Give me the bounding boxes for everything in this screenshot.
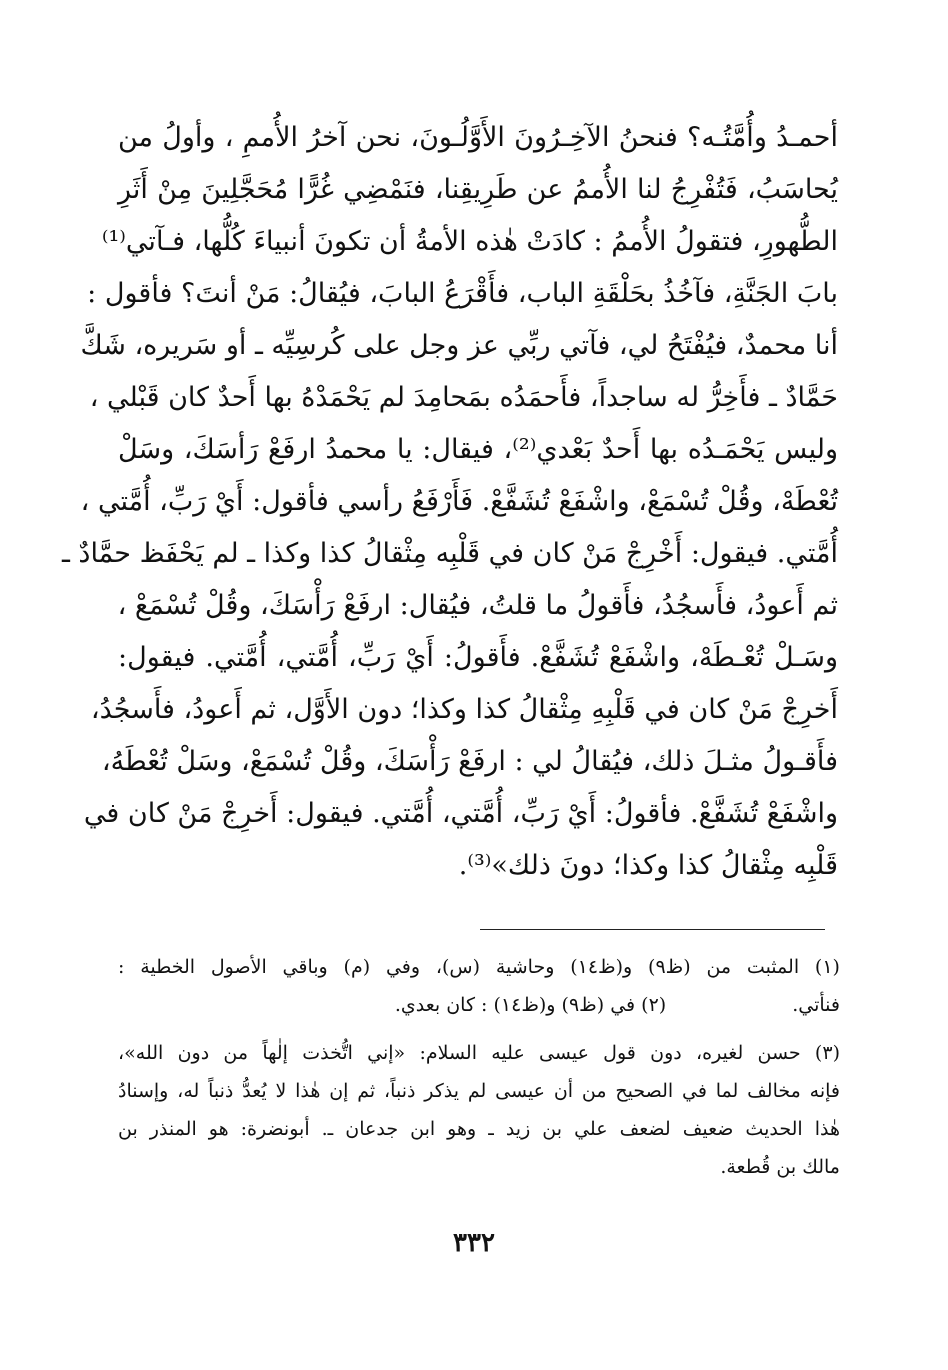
text-line: قَلْبِه مِثْقالُ كذا وكذا؛ دونَ ذلك»⁽³⁾. — [458, 850, 838, 881]
text-line: أَخرِجْ مَنْ كان في قَلْبِهِ مِثْقالُ كذا وكذا؛ دون الأَوَّل، ثم أَعودُ، فأَسجُدُ، — [90, 694, 838, 725]
text-line: حَمَّادٌ ـ فأَخِرُّ له ساجداً، فأَحمَدُه بمَحامِدَ لم يَحْمَدْهُ بها أَحدٌ كان قَبْلي ، — [89, 382, 838, 413]
footnote-separator — [480, 929, 825, 930]
text-line: ثم أَعودُ، فأَسجُدُ، فأَقولُ ما قلتُ، فيُقال: ارفَعْ رَأْسَكَ، وقُلْ تُسْمَعْ ، — [117, 590, 838, 621]
text-line: أنا محمدٌ، فيُفْتَحُ لي، فآتي ربِّي عز وجل على كُرسِيِّه ـ أو سَريره، شَكَّ — [80, 330, 838, 361]
text-line: تُعْطَهْ، وقُلْ تُسْمَعْ، واشْفَعْ تُشَفَّعْ. فَأَرْفَعُ رأسي فأقول: أَيْ رَبِّ، أُمَّتي ، — [80, 486, 838, 517]
footnote-3-line: مالك بن قُطعة. — [720, 1156, 840, 1178]
text-line: أُمَّتي. فيقول: أَخْرِجْ مَنْ كان في قَلْبِه مِثْقالُ كذا وكذا ـ لم يَحْفَظ حمَّادٌ ـ — [61, 538, 838, 569]
footnote-2: (٢) في (ظ٩) و(ظ١٤) : كان بعدي. — [394, 994, 667, 1016]
footnote-3: (٣) حسن لغيره، دون قول عيسى عليه السلام: «إني اتُّخذت إلٰهاً من دون الله»، — [118, 1042, 840, 1064]
footnote-3-line: هٰذا الحديث ضعيف لضعف علي بن زيد ـ وهو ابن جدعان ـ. أبونضرة: هو المنذر بن — [118, 1118, 840, 1140]
footnotes-block — [118, 948, 840, 1186]
text-line: واشْفَعْ تُشَفَّعْ. فأقولُ: أَيْ رَبِّ، أُمَّتي، أُمَّتي. فيقول: أَخرِجْ مَنْ كان في — [83, 798, 838, 829]
text-line: أحمـدُ وأُمَّتُـه؟ فنحنُ الآخِـرُونَ الأَوَّلُـونَ، نحن آخرُ الأُممِ ، وأولُ من — [118, 122, 838, 153]
footnote-1-continuation: فنأتي. — [792, 994, 840, 1016]
text-line: بابَ الجَنَّةِ، فآخُذُ بحَلْقَةِ الباب، فأَقْرَعُ البابَ، فيُقالُ: مَنْ أنتَ؟ فأقول : — [87, 278, 838, 309]
footnote-1: (١) المثبت من (ظ٩) و(ظ١٤) وحاشية (س)، وفي (م) وباقي الأصول الخطية : — [118, 956, 840, 978]
footnote-row — [118, 986, 840, 1024]
text-line: الطُّهورِ، فتقولُ الأُممُ : كادَتْ هٰذه الأمةُ أن تكونَ أنبياءَ كُلُّها، فـآتي⁽¹⁾ — [101, 226, 838, 257]
text-line: يُحاسَبُ، فَتُفْرِجُ لنا الأُممُ عن طَرِيقِنا، فنَمْضِي غُرًّا مُحَجَّلِينَ مِنْ أَثَرِ — [118, 174, 838, 205]
footnote-gap — [118, 1024, 840, 1034]
text-line: وليس يَحْمَـدُه بها أَحدٌ بَعْدي⁽²⁾، فيقال: يا محمدُ ارفَعْ رَأسَكَ، وسَلْ — [118, 434, 838, 465]
page-number: ٣٣٢ — [453, 1228, 495, 1258]
text-line: وسَـلْ تُعْـطَهْ، واشْفَعْ تُشَفَّعْ. فأَقولُ: أَيْ رَبِّ، أُمَّتي، أُمَّتي. فيقول: — [118, 642, 838, 673]
text-line: فأَقـولُ مثـلَ ذلك، فيُقالُ لي : ارفَعْ رَأْسَكَ، وقُلْ تُسْمَعْ، وسَلْ تُعْطَهُ، — [101, 746, 838, 777]
main-text-block — [61, 112, 838, 892]
footnote-3-line: فإنه مخالف لما في الصحيح من أن عيسى لم يذكر ذنباً، ثم إن هٰذا لا يُعدُّ ذنباً له، وإسنادُ — [118, 1080, 840, 1102]
